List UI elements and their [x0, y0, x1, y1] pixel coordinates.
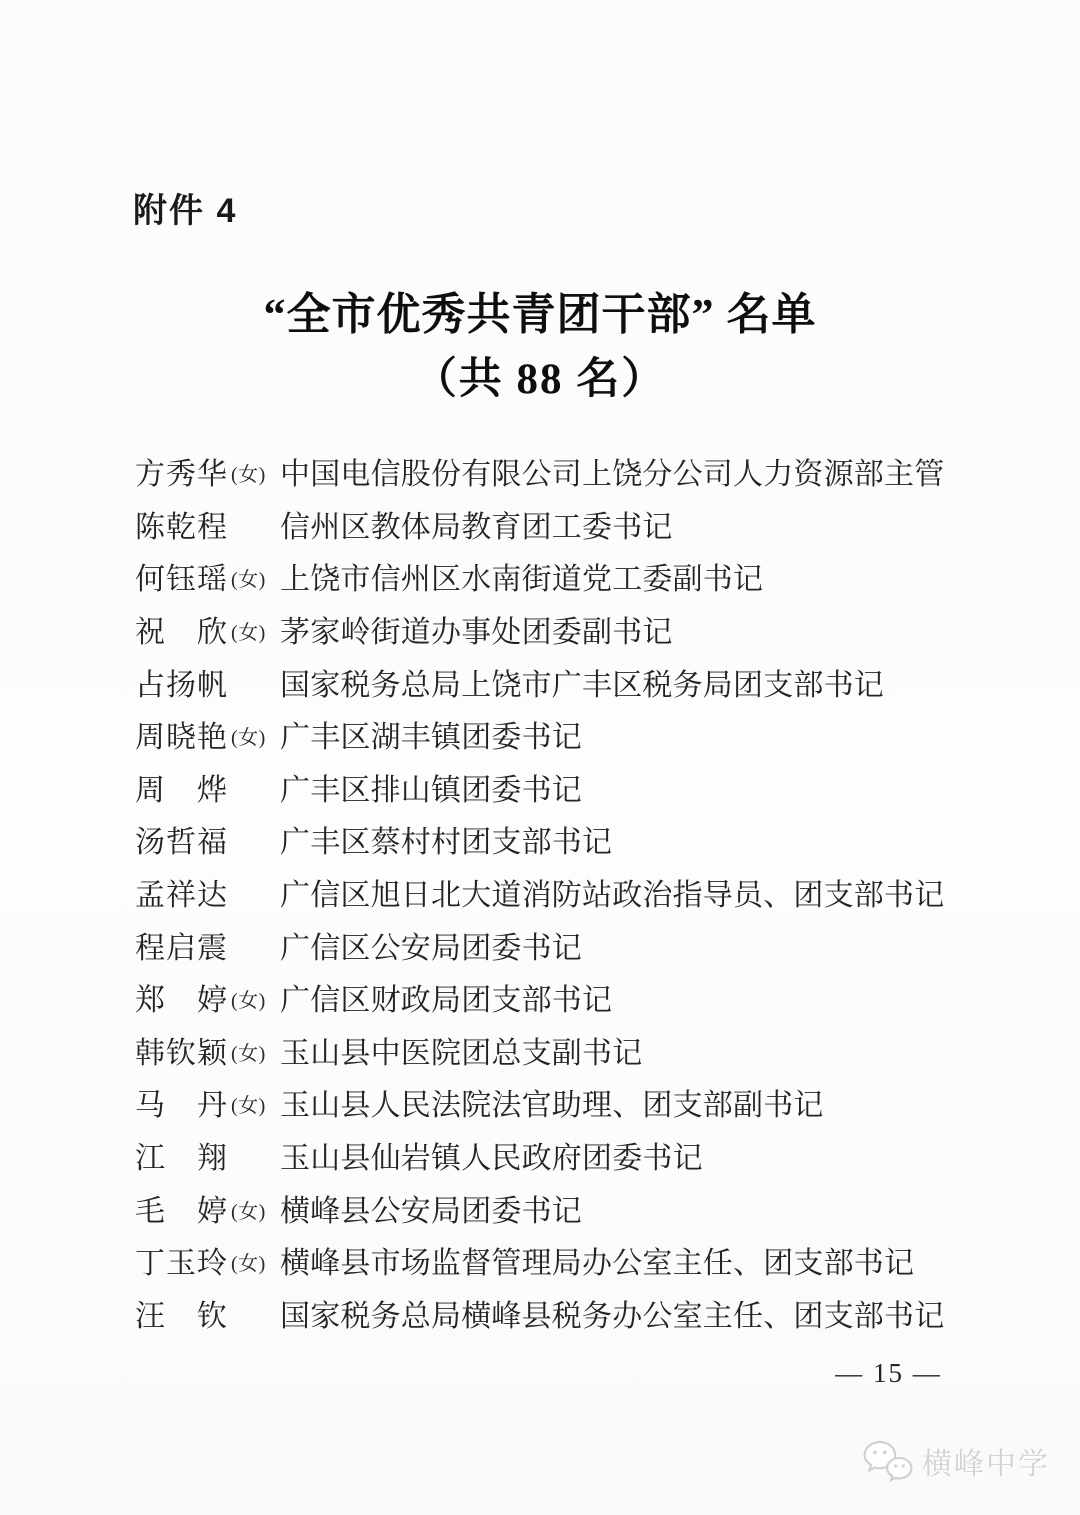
awardee-name: 孟祥达: [135, 879, 228, 913]
gender-note: [231, 680, 280, 683]
list-item: [135, 1181, 1015, 1234]
list-item: [135, 1076, 1015, 1129]
awardee-position: 信州区教体局教育团工委书记: [280, 510, 673, 544]
awardee-position: 国家税务总局横峰县税务办公室主任、团支部书记: [280, 1299, 945, 1333]
gender-note: (女): [231, 1095, 266, 1118]
gender-note: [231, 891, 280, 894]
awardee-position: 茅家岭街道办事处团委副书记: [280, 616, 673, 650]
awardee-name: 周晓艳: [135, 721, 228, 755]
awardee-name: 陈乾程: [135, 510, 228, 544]
awardee-name: 祝 欣: [135, 616, 228, 650]
gender-note: (女): [231, 1042, 266, 1065]
gender-note: (女): [231, 464, 266, 487]
watermark: [861, 1438, 1050, 1484]
awardee-list: [135, 445, 1015, 1339]
gender-note: [231, 838, 280, 841]
list-item: [135, 813, 1015, 866]
gender-note: [231, 785, 280, 788]
list-item: [135, 708, 1015, 761]
wechat-icon: [861, 1438, 915, 1484]
awardee-position: 玉山县仙岩镇人民政府团委书记: [280, 1142, 703, 1176]
awardee-position: 广信区旭日北大道消防站政治指导员、团支部书记: [280, 879, 945, 913]
list-item: [135, 445, 1015, 498]
awardee-name: 郑 婷: [135, 984, 228, 1018]
list-item: [135, 1024, 1015, 1077]
awardee-name: 方秀华: [135, 458, 228, 492]
gender-note: [231, 1154, 280, 1157]
awardee-position: 广丰区排山镇团委书记: [280, 773, 582, 807]
awardee-position: 玉山县中医院团总支副书记: [280, 1036, 643, 1070]
awardee-position: 上饶市信州区水南街道党工委副书记: [280, 563, 764, 597]
awardee-name: 程启震: [135, 931, 228, 965]
list-item: [135, 1234, 1015, 1287]
awardee-position: 国家税务总局上饶市广丰区税务局团支部书记: [280, 668, 884, 702]
gender-note: [231, 943, 280, 946]
gender-note: (女): [231, 990, 266, 1013]
list-item: [135, 603, 1015, 656]
gender-note: (女): [231, 622, 266, 645]
watermark-text: 横峰中学: [922, 1448, 1050, 1481]
list-item: [135, 1287, 1015, 1340]
awardee-name: 江 翔: [135, 1142, 228, 1176]
list-item: [135, 655, 1015, 708]
document-title: “全市优秀共青团干部” 名单: [263, 290, 817, 339]
awardee-name: 汤哲福: [135, 826, 228, 860]
gender-note: (女): [231, 727, 266, 750]
awardee-position: 广信区公安局团委书记: [280, 931, 582, 965]
awardee-position: 横峰县公安局团委书记: [280, 1194, 582, 1228]
awardee-position: 横峰县市场监督管理局办公室主任、团支部书记: [280, 1247, 915, 1281]
awardee-name: 周 烨: [135, 773, 228, 807]
gender-note: (女): [231, 569, 266, 592]
awardee-position: 广丰区蔡村村团支部书记: [280, 826, 613, 860]
awardee-name: 韩钦颖: [135, 1036, 228, 1070]
list-item: [135, 866, 1015, 919]
awardee-name: 占扬帆: [135, 668, 228, 702]
awardee-position: 广信区财政局团支部书记: [280, 984, 613, 1018]
awardee-position: 玉山县人民法院法官助理、团支部副书记: [280, 1089, 824, 1123]
awardee-name: 毛 婷: [135, 1194, 228, 1228]
gender-note: (女): [231, 1253, 266, 1276]
awardee-position: 广丰区湖丰镇团委书记: [280, 721, 582, 755]
page-number: — 15 —: [835, 1358, 942, 1388]
gender-note: [231, 1311, 280, 1314]
gender-note: [231, 522, 280, 525]
attachment-label: 附件 4: [133, 192, 238, 230]
awardee-name: 丁玉玲: [135, 1247, 228, 1281]
awardee-name: 何钰瑶: [135, 563, 228, 597]
awardee-name: 马 丹: [135, 1089, 228, 1123]
gender-note: (女): [231, 1200, 266, 1223]
list-item: [135, 550, 1015, 603]
list-item: [135, 918, 1015, 971]
awardee-position: 中国电信股份有限公司上饶分公司人力资源部主管: [280, 458, 945, 492]
list-item: [135, 761, 1015, 814]
document-title-block: [115, 286, 965, 408]
list-item: [135, 1129, 1015, 1182]
list-item: [135, 971, 1015, 1024]
awardee-name: 汪 钦: [135, 1299, 228, 1333]
list-item: [135, 498, 1015, 551]
document-subtitle-count: （共 88 名）: [413, 356, 667, 403]
